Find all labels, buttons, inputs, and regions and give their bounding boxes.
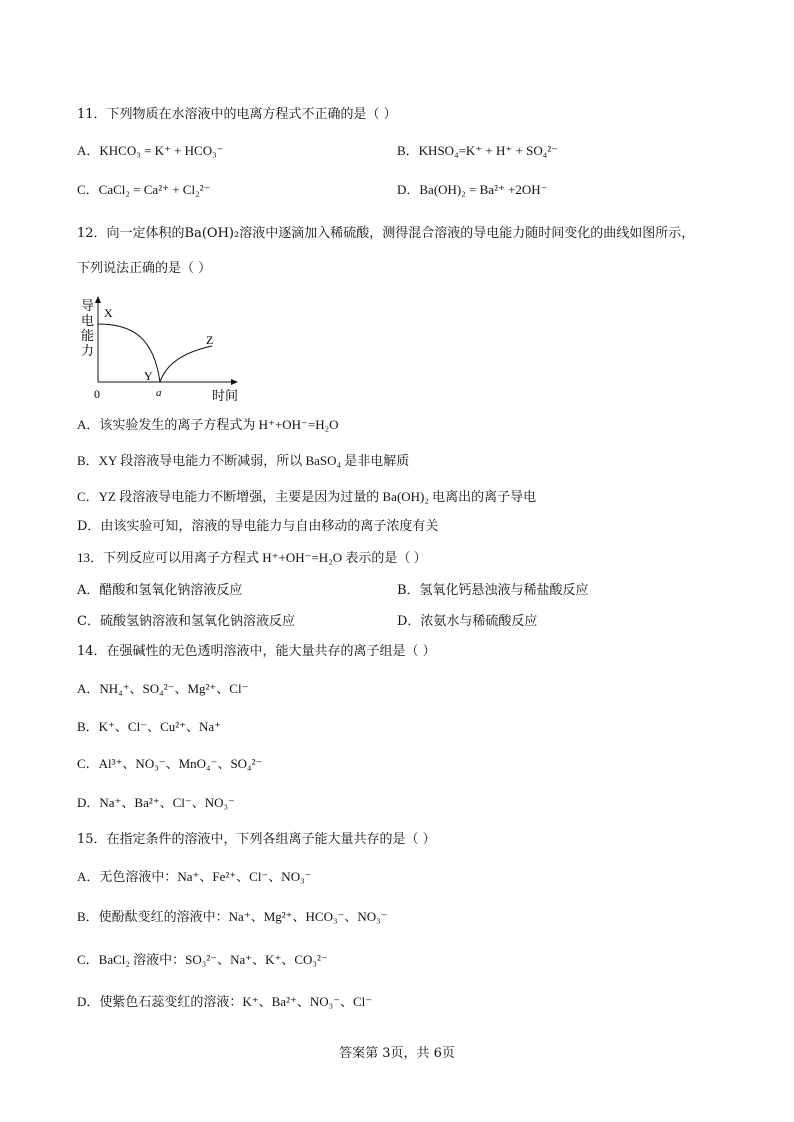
graph-y-label-3: 能: [81, 328, 95, 343]
q13-option-d: D．浓氨水与稀硫酸反应: [397, 614, 538, 629]
graph-point-z: Z: [206, 333, 214, 347]
graph-x-label: 时间: [212, 388, 239, 403]
q15-option-c: C．BaCl₂ 溶液中：SO₃²⁻、Na⁺、K⁺、CO₃²⁻: [77, 952, 328, 967]
graph-curve-yz: [160, 346, 212, 382]
q12-option-a: A．该实验发生的离子方程式为 H⁺+OH⁻=H₂O: [77, 417, 339, 432]
graph-y-arrow: [95, 296, 101, 303]
q15-stem: 15．在指定条件的溶液中，下列各组离子能大量共存的是（ ）: [77, 832, 436, 847]
q11-option-d: D．Ba(OH)₂ = Ba²⁺ +2OH⁻: [397, 182, 548, 197]
graph-point-y: Y: [144, 369, 153, 383]
graph-point-a: a: [156, 387, 162, 399]
q13-option-a: A．醋酸和氢氧化钠溶液反应: [77, 583, 243, 598]
q11-option-c: C．CaCl₂ = Ca²⁺ + Cl₂²⁻: [77, 182, 211, 197]
q12-option-d: D．由该实验可知，溶液的导电能力与自由移动的离子浓度有关: [77, 519, 439, 534]
conductivity-graph: [74, 294, 254, 406]
page-footer: 答案第 3页，共 6页: [339, 1046, 455, 1061]
graph-y-label-4: 力: [81, 343, 95, 358]
q14-stem: 14．在强碱性的无色透明溶液中，能大量共存的离子组是（ ）: [77, 644, 436, 659]
q14-option-b: B．K⁺、Cl⁻、Cu²⁺、Na⁺: [77, 719, 222, 734]
q11-option-b: B．KHSO₄=K⁺ + H⁺ + SO₄²⁻: [397, 143, 559, 158]
q13-stem: 13．下列反应可以用离子方程式 H⁺+OH⁻=H₂O 表示的是（ ）: [77, 550, 427, 565]
q12-stem-line1: 12．向一定体积的Ba(OH)₂溶液中逐滴加入稀硫酸，测得混合溶液的导电能力随时间变化的曲线如图所示，: [77, 226, 695, 241]
q15-option-d: D．使紫色石蕊变红的溶液：K⁺、Ba²⁺、NO₃⁻、Cl⁻: [77, 994, 373, 1009]
graph-x-arrow: [231, 379, 238, 385]
q15-option-b: B．使酚酞变红的溶液中：Na⁺、Mg²⁺、HCO₃⁻、NO₃⁻: [77, 909, 388, 924]
q14-option-d: D．Na⁺、Ba²⁺、Cl⁻、NO₃⁻: [77, 795, 235, 810]
q12-option-b: B．XY 段溶液导电能力不断减弱，所以 BaSO₄ 是非电解质: [77, 453, 410, 468]
q12-stem-line2: 下列说法正确的是（ ）: [77, 261, 212, 276]
q14-option-c: C．Al³⁺、NO₃⁻、MnO₄⁻、SO₄²⁻: [77, 756, 263, 771]
q13-option-c: C．硫酸氢钠溶液和氢氧化钠溶液反应: [77, 614, 295, 629]
graph-y-label-2: 电: [81, 313, 95, 328]
graph-origin: 0: [94, 387, 100, 401]
q11-stem: 11．下列物质在水溶液中的电离方程式不正确的是（ ）: [77, 107, 397, 122]
q13-option-b: B．氢氧化钙悬浊液与稀盐酸反应: [397, 583, 589, 598]
q11-option-a: A．KHCO₃ = K⁺ + HCO₃⁻: [77, 143, 224, 158]
graph-point-x: X: [104, 306, 113, 320]
q15-option-a: A．无色溶液中：Na⁺、Fe²⁺、Cl⁻、NO₃⁻: [77, 869, 312, 884]
q14-option-a: A．NH₄⁺、SO₄²⁻、Mg²⁺、Cl⁻: [77, 681, 249, 696]
graph-y-label-1: 导: [81, 298, 95, 313]
q12-option-c: C．YZ 段溶液导电能力不断增强，主要是因为过量的 Ba(OH)₂ 电离出的离子导电: [77, 489, 537, 504]
